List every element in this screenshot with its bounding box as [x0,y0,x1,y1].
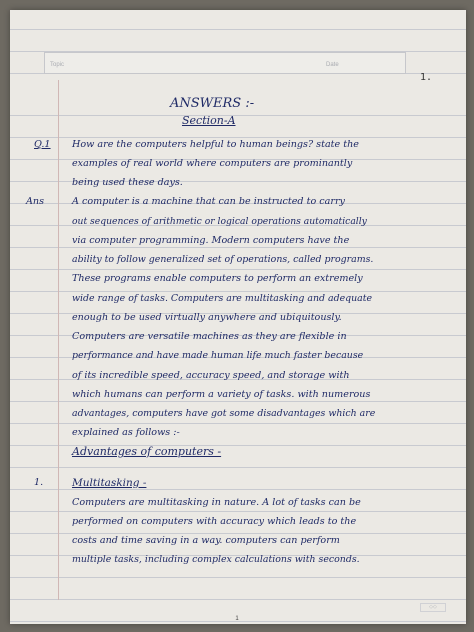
point-number: 1. [34,477,44,488]
answer-line: A computer is a machine that can be instructed to carry [72,196,345,207]
point-line: costs and time saving in a way. computers can perform [72,535,340,546]
answer-line: These programs enable computers to perform an extremely [72,273,363,284]
point-line: Computers are multitasking in nature. A lot of tasks can be [72,497,361,508]
answer-line: wide range of tasks. Computers are multitasking and adequate [72,293,373,304]
answer-line: performance and have made human life much faster because [72,350,364,361]
answer-line: which humans can perform a variety of tasks. with numerous [72,389,371,400]
notebook-logo-icon: ◇◇ [420,603,446,612]
answer-line: advantages, computers have got some disadvantages which are [72,408,376,419]
answer-line: ability to follow generalized set of operations, called programs. [72,254,374,265]
point-line: performed on computers with accuracy which leads to the [72,516,357,527]
margin-line [58,80,59,600]
answer-line: via computer programming. Modern computers have the [72,235,350,246]
question-line: examples of real world where computers are prominantly [72,158,353,169]
point-line: multiple tasks, including complex calculations with seconds. [72,554,360,565]
question-label: Q.1 [34,139,51,150]
answer-line: Computers are versatile machines as they are flexible in [72,331,347,342]
answer-line: of its incredible speed, accuracy speed, and storage with [72,370,350,381]
page-title: ANSWERS :- [170,96,255,111]
section-heading: Section-A [182,114,236,127]
answer-line: explained as follows :- [72,427,180,438]
topic-date-bar [44,52,406,74]
notebook-page [10,10,466,624]
topic-label: Topic [50,62,65,68]
answer-label: Ans [26,196,45,207]
answer-line: out sequences of arithmetic or logical operations automatically [72,216,367,227]
point-heading: Multitasking - [72,477,147,489]
question-line: How are the computers helpful to human beings? state the [72,139,359,150]
question-line: being used these days. [72,177,183,188]
footer-page-number: 1 [235,616,239,622]
advantages-heading: Advantages of computers - [72,445,222,458]
answer-line: enough to be used virtually anywhere and ubiquitously. [72,312,342,323]
page-number: 1. [420,72,433,83]
date-label: Date [326,62,339,68]
